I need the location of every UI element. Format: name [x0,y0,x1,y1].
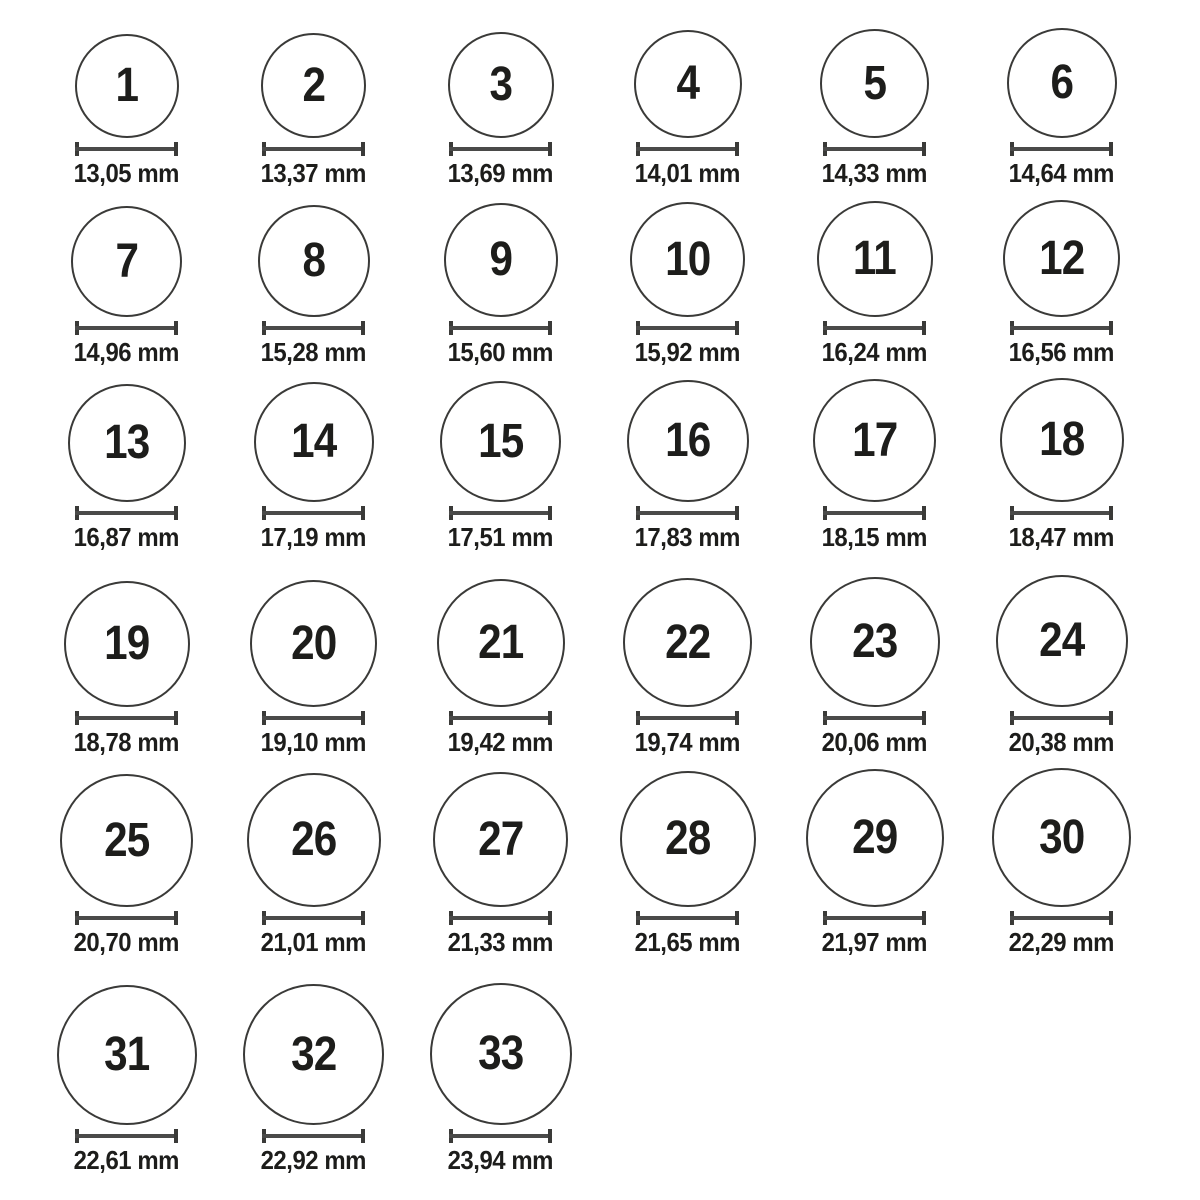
ring-size-number: 3 [489,58,512,112]
ring-size-item [220,33,407,188]
ring-circle [1007,28,1117,138]
ring-circle [1003,200,1120,317]
measure-right-tick [361,506,365,520]
diameter-label: 16,56 mm [1008,337,1115,368]
diameter-measure-line [449,1129,552,1143]
diameter-label: 21,33 mm [447,927,554,958]
diameter-measure-line [449,506,552,520]
ring-size-number: 18 [1038,413,1085,467]
diameter-label: 18,15 mm [821,522,928,553]
measure-right-tick [922,142,926,156]
ring-size-row [33,757,1155,957]
ring-size-item [968,768,1155,957]
diameter-measure-line [75,321,178,335]
diameter-label: 16,87 mm [73,522,180,553]
ring-circle [433,772,568,907]
ring-size-number: 17 [851,413,898,467]
ring-size-number: 12 [1038,231,1085,285]
ring-size-number: 10 [664,232,711,286]
measure-right-tick [1109,506,1113,520]
ring-size-number: 23 [851,615,898,669]
measure-bar [823,916,926,920]
diameter-measure-line [262,711,365,725]
ring-size-number: 13 [103,416,150,470]
measure-bar [449,716,552,720]
measure-bar [1010,326,1113,330]
measure-right-tick [735,321,739,335]
measure-right-tick [174,1129,178,1143]
diameter-label: 23,94 mm [447,1145,554,1176]
ring-circle [437,579,565,707]
ring-size-item [407,772,594,957]
ring-size-item [33,581,220,757]
diameter-label: 17,51 mm [447,522,554,553]
diameter-measure-line [823,911,926,925]
measure-bar [1010,147,1113,151]
diameter-measure-line [823,711,926,725]
diameter-label: 22,29 mm [1008,927,1115,958]
diameter-measure-line [262,506,365,520]
diameter-label: 21,97 mm [821,927,928,958]
diameter-measure-line [449,142,552,156]
measure-bar [636,326,739,330]
diameter-label: 14,96 mm [73,337,180,368]
diameter-label: 18,47 mm [1008,522,1115,553]
diameter-label: 17,19 mm [260,522,367,553]
measure-right-tick [548,1129,552,1143]
ring-size-number: 7 [115,234,138,288]
diameter-measure-line [262,911,365,925]
ring-size-number: 5 [863,56,886,110]
ring-size-item [33,774,220,957]
measure-right-tick [361,321,365,335]
ring-circle [60,774,193,907]
measure-right-tick [174,321,178,335]
ring-circle [996,575,1128,707]
ring-circle [448,32,554,138]
diameter-label: 18,78 mm [73,727,180,758]
diameter-measure-line [75,911,178,925]
measure-bar [449,511,552,515]
measure-right-tick [922,506,926,520]
ring-size-item [781,379,968,552]
ring-size-item [220,580,407,757]
ring-size-item [220,382,407,552]
measure-bar [75,916,178,920]
measure-right-tick [922,321,926,335]
diameter-label: 14,01 mm [634,158,741,189]
ring-size-number: 29 [851,811,898,865]
diameter-label: 13,37 mm [260,158,367,189]
diameter-label: 13,69 mm [447,158,554,189]
ring-circle [623,578,752,707]
measure-right-tick [548,321,552,335]
measure-right-tick [548,506,552,520]
ring-circle [634,30,742,138]
diameter-label: 16,24 mm [821,337,928,368]
ring-size-row [33,552,1155,757]
diameter-measure-line [262,1129,365,1143]
measure-bar [449,916,552,920]
ring-size-number: 32 [290,1027,337,1081]
ring-circle [810,577,940,707]
diameter-label: 14,64 mm [1008,158,1115,189]
ring-size-number: 21 [477,616,524,670]
measure-right-tick [548,142,552,156]
ring-size-item [220,773,407,957]
measure-bar [75,326,178,330]
ring-size-item [407,983,594,1175]
diameter-label: 22,61 mm [73,1145,180,1176]
ring-size-row [33,367,1155,552]
measure-right-tick [174,506,178,520]
ring-size-number: 33 [477,1027,524,1081]
diameter-measure-line [75,142,178,156]
measure-right-tick [1109,321,1113,335]
measure-bar [449,1134,552,1138]
diameter-label: 19,42 mm [447,727,554,758]
measure-right-tick [174,911,178,925]
measure-bar [262,147,365,151]
measure-bar [75,147,178,151]
ring-size-number: 16 [664,414,711,468]
ring-size-row [33,188,1155,367]
measure-bar [262,511,365,515]
measure-bar [75,1134,178,1138]
ring-size-item [594,202,781,367]
diameter-label: 15,92 mm [634,337,741,368]
diameter-measure-line [636,321,739,335]
ring-circle [64,581,190,707]
ring-circle [261,33,366,138]
measure-right-tick [735,711,739,725]
ring-size-number: 27 [477,812,524,866]
ring-size-item [407,32,594,188]
diameter-measure-line [262,142,365,156]
ring-size-item [968,200,1155,367]
ring-circle [444,203,558,317]
measure-right-tick [361,1129,365,1143]
ring-size-number: 4 [676,57,699,111]
ring-size-item [781,577,968,757]
ring-circle [630,202,745,317]
ring-circle [813,379,936,502]
ring-size-number: 8 [302,234,325,288]
measure-bar [75,511,178,515]
measure-bar [823,511,926,515]
measure-right-tick [174,711,178,725]
ring-circle [1000,378,1124,502]
measure-right-tick [361,142,365,156]
ring-size-item [220,984,407,1175]
ring-size-item [407,381,594,552]
diameter-measure-line [823,142,926,156]
measure-right-tick [548,911,552,925]
measure-right-tick [548,711,552,725]
ring-circle [247,773,381,907]
diameter-measure-line [1010,142,1113,156]
measure-bar [636,916,739,920]
measure-right-tick [1109,142,1113,156]
ring-size-item [781,769,968,957]
measure-bar [262,716,365,720]
ring-size-number: 19 [103,617,150,671]
measure-bar [262,916,365,920]
measure-right-tick [1109,711,1113,725]
diameter-label: 20,38 mm [1008,727,1115,758]
ring-size-number: 1 [115,59,138,113]
measure-bar [823,326,926,330]
measure-bar [823,147,926,151]
ring-size-item [594,30,781,188]
ring-circle [57,985,197,1125]
ring-size-number: 24 [1038,614,1085,668]
ring-size-item [781,201,968,367]
measure-right-tick [361,911,365,925]
ring-size-item [781,29,968,188]
diameter-measure-line [75,711,178,725]
ring-size-item [968,378,1155,552]
diameter-measure-line [75,1129,178,1143]
ring-size-item [594,578,781,757]
diameter-measure-line [1010,911,1113,925]
measure-right-tick [922,711,926,725]
diameter-label: 19,10 mm [260,727,367,758]
diameter-label: 19,74 mm [634,727,741,758]
diameter-label: 15,28 mm [260,337,367,368]
diameter-measure-line [636,142,739,156]
ring-size-number: 15 [477,414,524,468]
measure-bar [636,147,739,151]
ring-size-item [594,771,781,957]
diameter-label: 17,83 mm [634,522,741,553]
diameter-label: 13,05 mm [73,158,180,189]
measure-bar [75,716,178,720]
diameter-measure-line [823,321,926,335]
ring-circle [75,34,179,138]
diameter-measure-line [449,911,552,925]
ring-circle [806,769,944,907]
diameter-measure-line [1010,711,1113,725]
measure-right-tick [1109,911,1113,925]
ring-size-item [33,384,220,552]
ring-size-item [968,575,1155,757]
diameter-label: 21,65 mm [634,927,741,958]
measure-right-tick [735,142,739,156]
ring-size-number: 25 [103,813,150,867]
ring-circle [68,384,186,502]
measure-bar [1010,916,1113,920]
measure-bar [636,511,739,515]
ring-size-number: 20 [290,616,337,670]
ring-size-row [33,2,1155,188]
diameter-measure-line [636,711,739,725]
measure-right-tick [361,711,365,725]
ring-size-number: 14 [290,415,337,469]
ring-circle [817,201,933,317]
ring-size-item [33,206,220,367]
ring-size-item [594,380,781,552]
ring-circle [440,381,561,502]
ring-size-number: 28 [664,812,711,866]
ring-size-number: 6 [1050,56,1073,110]
diameter-measure-line [636,911,739,925]
ring-circle [627,380,749,502]
measure-right-tick [174,142,178,156]
ring-circle [250,580,377,707]
ring-size-number: 26 [290,813,337,867]
ring-size-item [968,28,1155,188]
ring-size-number: 22 [664,615,711,669]
diameter-measure-line [449,321,552,335]
diameter-measure-line [636,506,739,520]
ring-size-item [33,985,220,1175]
measure-bar [823,716,926,720]
ring-size-number: 11 [853,232,896,286]
ring-size-number: 2 [302,58,325,112]
measure-right-tick [735,506,739,520]
diameter-label: 20,06 mm [821,727,928,758]
diameter-measure-line [823,506,926,520]
ring-circle [620,771,756,907]
measure-bar [449,326,552,330]
diameter-measure-line [449,711,552,725]
diameter-label: 21,01 mm [260,927,367,958]
ring-circle [820,29,929,138]
diameter-measure-line [1010,321,1113,335]
ring-circle [71,206,182,317]
measure-bar [262,326,365,330]
measure-right-tick [735,911,739,925]
ring-circle [430,983,572,1125]
ring-size-grid [33,0,1155,1175]
ring-circle [243,984,384,1125]
ring-size-item [33,34,220,188]
measure-bar [636,716,739,720]
ring-size-item [407,203,594,367]
ring-circle [992,768,1131,907]
measure-right-tick [922,911,926,925]
ring-circle [258,205,370,317]
diameter-label: 20,70 mm [73,927,180,958]
ring-size-item [407,579,594,757]
diameter-measure-line [75,506,178,520]
measure-bar [1010,716,1113,720]
ring-size-number: 31 [103,1028,150,1082]
diameter-label: 14,33 mm [821,158,928,189]
measure-bar [262,1134,365,1138]
measure-bar [1010,511,1113,515]
ring-size-number: 9 [489,233,512,287]
measure-bar [449,147,552,151]
diameter-label: 15,60 mm [447,337,554,368]
ring-circle [254,382,374,502]
diameter-measure-line [262,321,365,335]
ring-size-item [220,205,407,367]
ring-size-row [33,957,1155,1175]
diameter-measure-line [1010,506,1113,520]
diameter-label: 22,92 mm [260,1145,367,1176]
ring-size-number: 30 [1038,810,1085,864]
